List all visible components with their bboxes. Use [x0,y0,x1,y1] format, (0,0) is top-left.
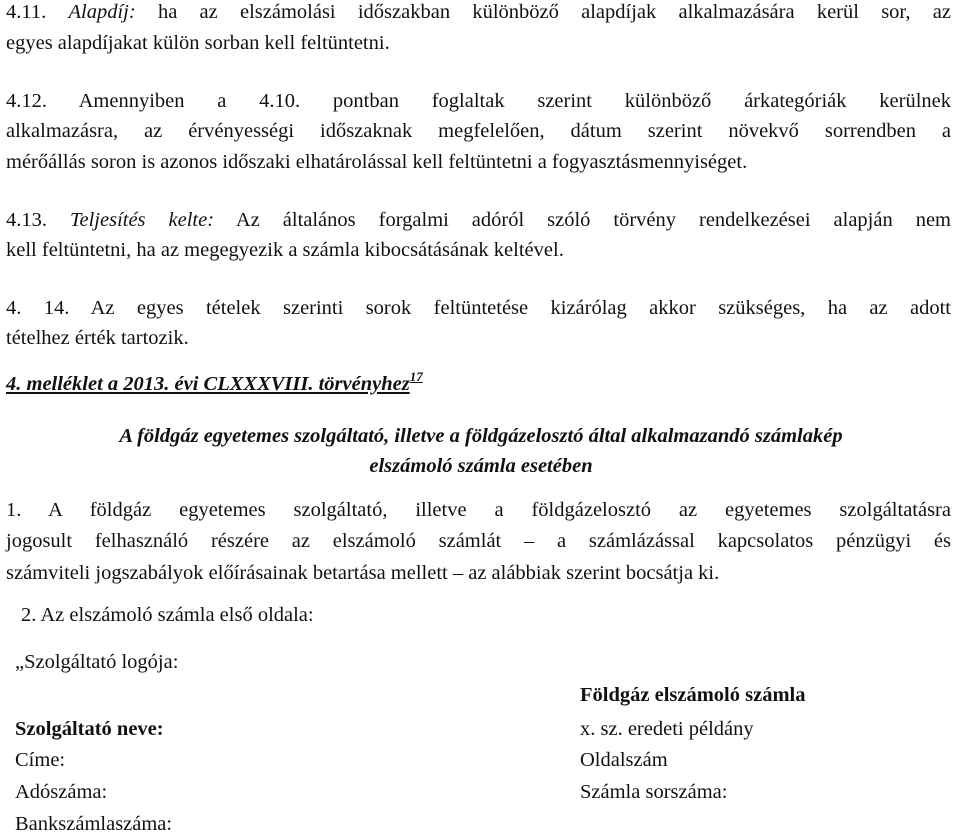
section-4-13-line-1 [6,208,951,232]
form-invoice-number-label: Számla sorszáma: [580,781,728,803]
form-copy-label: x. sz. eredeti példány [580,718,754,740]
section-4-13-text: Az általános forgalmi adóról szóló törvény rendelkezései alapján nem [235,209,951,231]
annex-title[interactable] [6,369,423,396]
paragraph-2: 2. Az elszámoló számla első oldala: [21,604,314,626]
section-4-11-line-2: egyes alapdíjakat külön sorban kell feltüntetni. [6,32,390,54]
section-4-12-line-2: alkalmazásra, az érvényességi időszaknak megfelelően, dátum szerint növekvő sorrendben a [6,120,951,142]
form-bank-account-label: Bankszámlaszáma: [15,813,173,835]
annex-heading-line-2: elszámoló számla esetében [369,455,593,477]
paragraph-1-line-3: számviteli jogszabályok előírásainak betartása mellett – az alábbiak szerint bocsátja ki. [6,562,720,584]
section-number: 4.11. [6,1,47,23]
form-provider-name-label: Szolgáltató neve: [15,718,164,740]
section-4-12-line-3: mérőállás soron is azonos időszaki elhatárolással kell feltüntetni a fogyasztásmennyiséget. [6,151,748,173]
section-number: 4.13. [6,209,47,231]
form-page-number-label: Oldalszám [580,749,668,771]
section-4-11-text: ha az elszámolási időszakban különböző alapdíjak alkalmazására kerül sor, az [157,1,952,23]
section-4-14-line-1: 4. 14. Az egyes tételek szerinti sorok feltüntetése kizárólag akkor szükséges, ha az adott [6,297,951,319]
section-4-11-line-1 [6,0,951,24]
form-logo-label: „Szolgáltató logója: [15,651,179,673]
term-teljesites-kelte: Teljesítés kelte: [69,209,215,231]
term-alapdij: Alapdíj: [68,1,136,23]
paragraph-1-line-2: jogosult felhasználó részére az elszámoló számlát – a számlázással kapcsolatos pénzügyi és [6,530,951,552]
annex-title-link[interactable]: 4. melléklet a 2013. évi CLXXXVIII. törvényhez [6,373,410,395]
section-4-13-line-2: kell feltüntetni, ha az megegyezik a számla kibocsátásának keltével. [6,239,564,261]
form-address-label: Címe: [15,749,66,771]
annex-heading-line-1: A földgáz egyetemes szolgáltató, illetve a földgázelosztó által alkalmazandó számlakép [119,425,843,447]
paragraph-1-line-1: 1. A földgáz egyetemes szolgáltató, illetve a földgázelosztó az egyetemes szolgáltatásra [6,499,951,521]
section-4-12-line-1: 4.12. Amennyiben a 4.10. pontban foglaltak szerint különböző árkategóriák kerülnek [6,90,951,112]
form-invoice-title: Földgáz elszámoló számla [580,684,806,706]
form-tax-number-label: Adószáma: [15,781,108,803]
footnote-ref[interactable]: 17 [409,369,423,384]
section-4-14-line-2: tételhez érték tartozik. [6,327,189,349]
